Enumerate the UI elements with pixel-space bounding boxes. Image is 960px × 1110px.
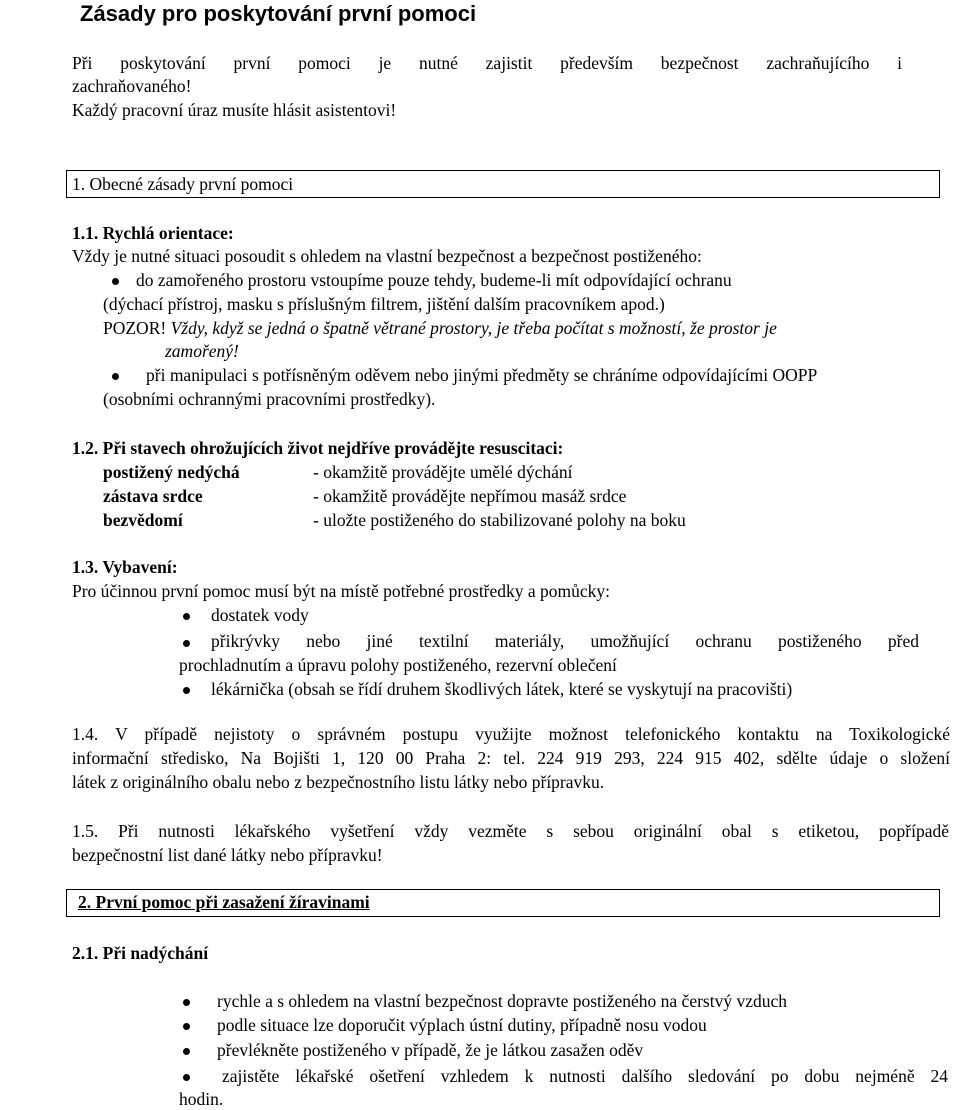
section-1-heading: 1. Obecné zásady první pomoci [72, 174, 294, 194]
section-1-3-heading [72, 557, 178, 578]
section-1-1-text: Vždy je nutné situaci posoudit s ohledem na vlastní bezpečnost a bezpečnost postiženého: [72, 246, 702, 266]
section-2-heading: 2. První pomoc při zasažení žíravinami [78, 892, 370, 912]
bullet-icon [112, 373, 119, 380]
bullet-icon [183, 1048, 190, 1055]
bullet-icon [183, 1074, 190, 1081]
pozor-text-line-2: zamořený! [165, 341, 239, 361]
inhalation-item-4-line-1: zajistěte lékařské ošetření vzhledem k nutnosti dalšího sledování po dobu nejméně 24 [222, 1066, 948, 1086]
resus-label-2: zástava srdce [103, 486, 203, 506]
section-1-4-line-1: 1.4. V případě nejistoty o správném postupu využijte možnost telefonického kontaktu na Toxikologické [72, 724, 950, 744]
pozor-text: Vždy, když se jedná o špatně větrané prostory, je třeba počítat s možností, že prostor je [170, 318, 777, 338]
bullet-icon [183, 1023, 190, 1030]
equipment-item-3: lékárnička (obsah se řídí druhem škodlivých látek, které se vyskytují na pracovišti) [211, 679, 793, 699]
bullet-icon [183, 640, 190, 647]
equipment-item-2-line-2: prochladnutím a úpravu polohy postiženého, rezervní oblečení [179, 655, 617, 675]
pozor-label: POZOR! [103, 318, 167, 338]
bullet-icon [183, 999, 190, 1006]
bullet-1-1-line-1: do zamořeného prostoru vstoupíme pouze tehdy, budeme-li mít odpovídající ochranu [136, 270, 732, 290]
section-1-3-text: Pro účinnou první pomoc musí být na místě potřebné prostředky a pomůcky: [72, 581, 611, 601]
inhalation-item-2: podle situace lze doporučit výplach ústní dutiny, případně nosu vodou [217, 1015, 707, 1035]
section-2-1-heading: 2.1. Při nadýchání [72, 943, 209, 963]
bullet-1-2-line-2: (osobními ochrannými pracovními prostředky). [103, 389, 436, 409]
equipment-item-2-line-1: přikrývky nebo jiné textilní materiály, umožňující ochranu postiženého před [211, 631, 919, 651]
bullet-icon [183, 613, 190, 620]
bullet-1-2-line-1: při manipulaci s potřísněným oděvem nebo jinými předměty se chráníme odpovídajícími OOPP [146, 365, 818, 385]
section-1-3-number: 1.3. [72, 557, 99, 577]
section-1-4-line-3: látek z originálního obalu nebo z bezpečnostního listu látky nebo přípravku. [72, 772, 605, 792]
inhalation-item-4-line-2: hodin. [179, 1089, 224, 1109]
pozor-note [103, 318, 777, 339]
section-1-2-number: 1.2. [72, 438, 99, 458]
resus-action-2: - okamžitě provádějte nepřímou masáž srdce [313, 486, 627, 506]
section-1-1-heading: 1.1. Rychlá orientace: [72, 223, 234, 243]
resus-action-3: - uložte postiženého do stabilizované polohy na boku [313, 510, 686, 530]
section-1-2-heading [72, 438, 563, 459]
section-1-4-line-2: informační středisko, Na Bojišti 1, 120 00 Praha 2: tel. 224 919 293, 224 915 402, sdělte údaje o složení [72, 748, 950, 768]
bullet-icon [183, 687, 190, 694]
intro-line-2: zachraňovaného! [72, 76, 192, 96]
section-1-5-line-1: 1.5. Při nutnosti lékařského vyšetření vždy vezměte s sebou originální obal s etiketou, popřípadě [72, 821, 949, 841]
bullet-1-1-line-2: (dýchací přístroj, masku s příslušným filtrem, jištění dalším pracovníkem apod.) [103, 294, 665, 314]
resus-label-1: postižený nedýchá [103, 462, 240, 482]
intro-line-3: Každý pracovní úraz musíte hlásit asistentovi! [72, 100, 397, 120]
page-title: Zásady pro poskytování první pomoci [80, 1, 477, 26]
inhalation-item-1: rychle a s ohledem na vlastní bezpečnost dopravte postiženého na čerstvý vzduch [217, 991, 788, 1011]
bullet-icon [112, 278, 119, 285]
section-1-5-line-2: bezpečnostní list dané látky nebo přípravku! [72, 845, 383, 865]
resus-label-3: bezvědomí [103, 510, 183, 530]
section-1-2-title: Při stavech ohrožujících život nejdříve provádějte resuscitaci: [102, 438, 564, 458]
inhalation-item-3: převlékněte postiženého v případě, že je látkou zasažen oděv [217, 1040, 644, 1060]
intro-line-1: Při poskytování první pomoci je nutné zajistit především bezpečnost zachraňujícího i [72, 53, 902, 73]
section-1-3-title: Vybavení: [102, 557, 178, 577]
resus-action-1: - okamžitě provádějte umělé dýchání [313, 462, 573, 482]
equipment-item-1: dostatek vody [211, 605, 309, 625]
